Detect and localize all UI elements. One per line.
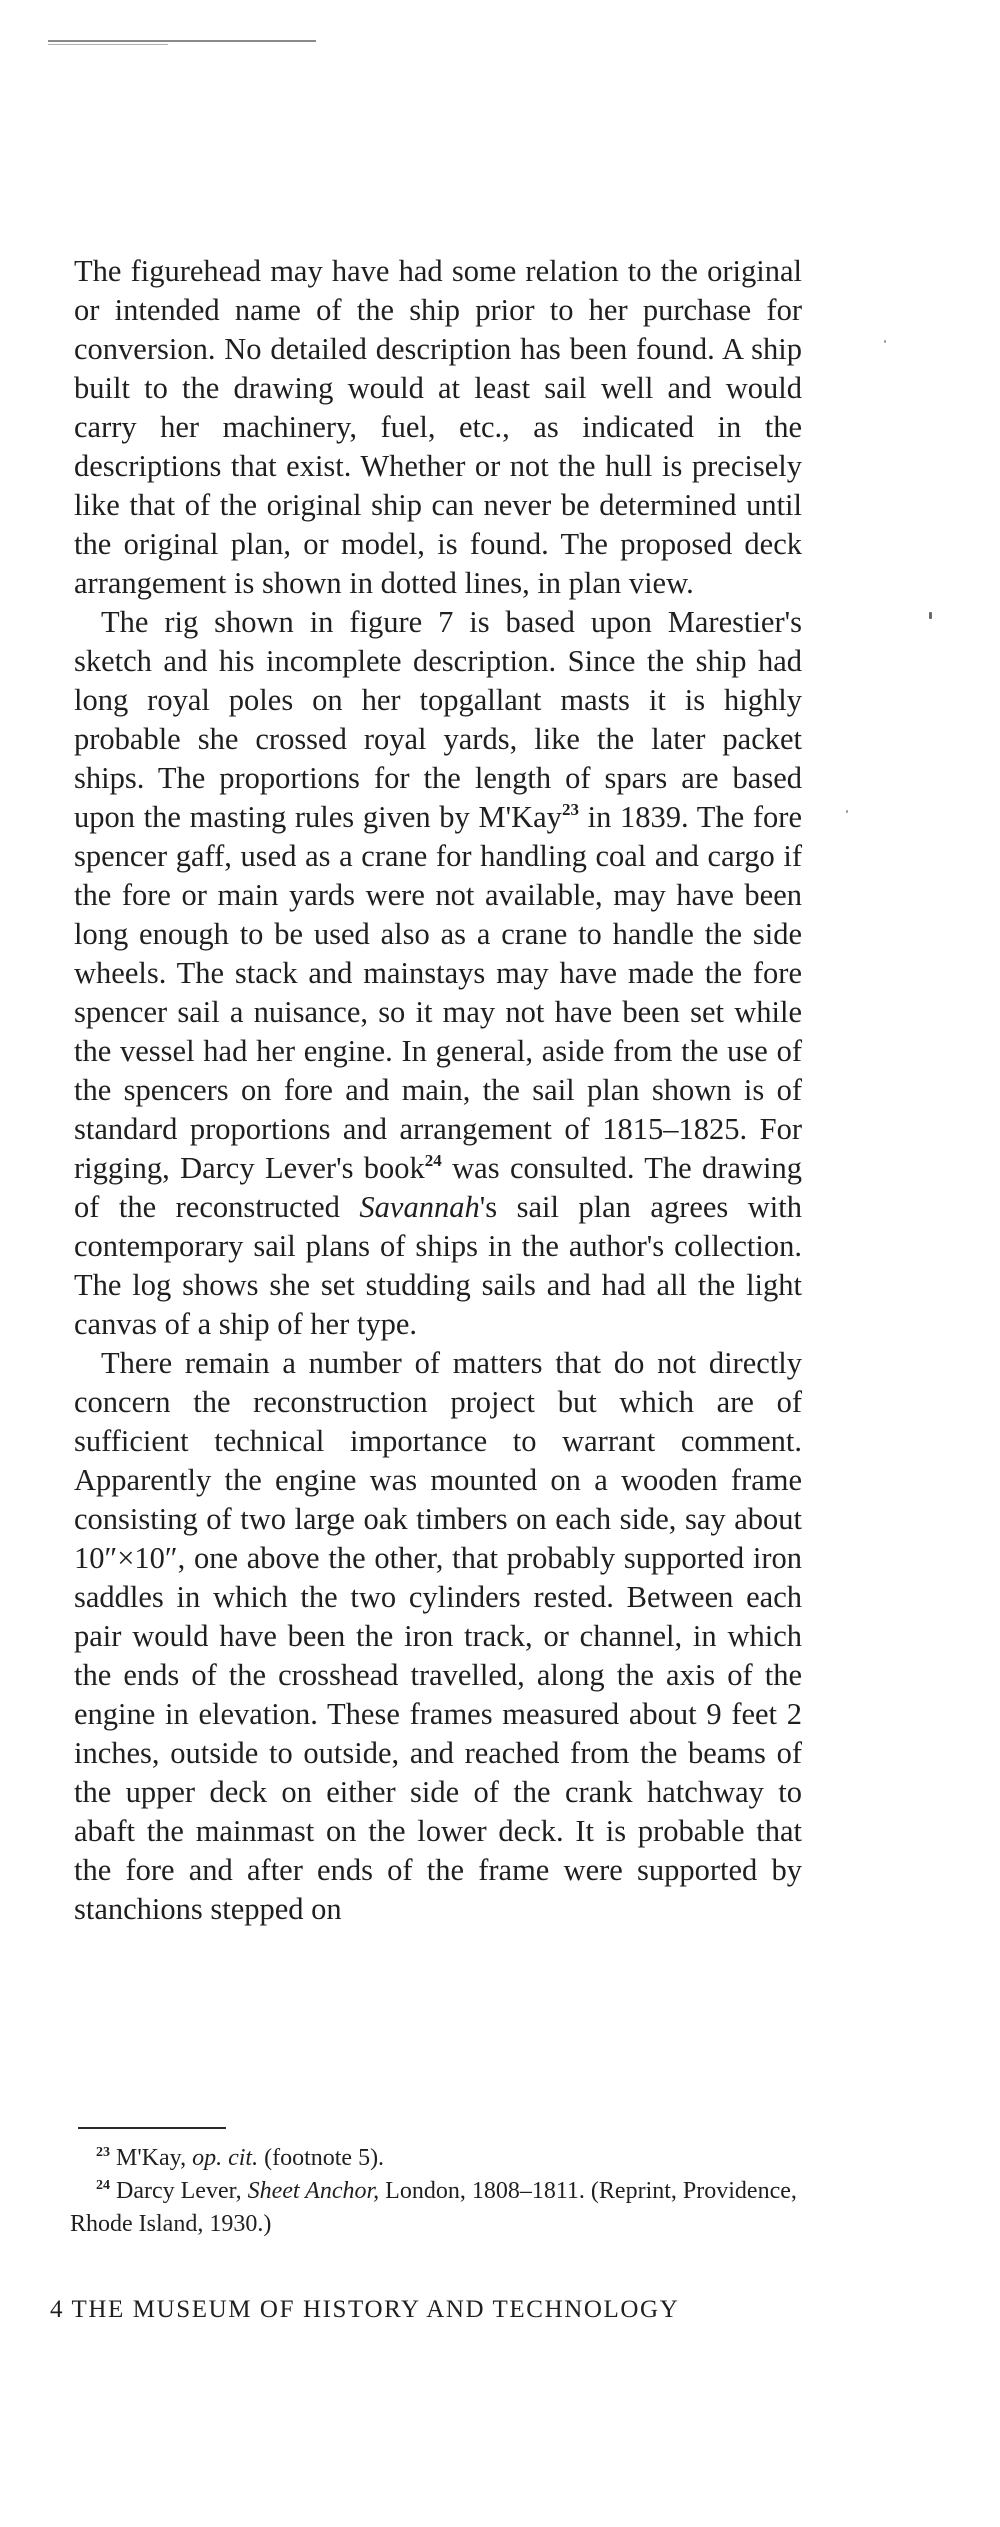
header-rule [48,40,316,42]
footnote-23-italic: op. cit. [192,2145,259,2171]
header-rule-faint [48,44,168,45]
footnote-number-24: 24 [96,2178,110,2193]
paragraph-rig-text-3: was consulted. The drawing of the reconstructed [74,1151,802,1224]
footnote-24-text-b: London, 1808–1811. (Reprint, Providence, Rhode Island, 1930.) [70,2178,797,2237]
footnote-24-text-a: Darcy Lever, [110,2178,248,2204]
footnotes [70,2142,804,2241]
paragraph-rig-text-2: in 1839. The fore spencer gaff, used as a crane for handling coal and cargo if the fore or main yards were not available, may have been long enough to be used also as a crane to handle the side wheels. The stack and mainstays may have made the fore spencer sail a nuisance, so it may not have been set while the vessel had her engine. In general, aside from the use of the spencers on fore and main, the sail plan shown is of standard proportions and arrangement of 1815–1825. For rigging, Darcy Lever's book [74,800,802,1185]
paragraph-rig [74,603,802,1344]
footnote-24 [70,2175,804,2241]
footnote-23 [70,2142,804,2175]
footnote-24-italic: Sheet Anchor, [247,2178,380,2204]
footnote-ref-23: 23 [561,800,579,819]
footnote-ref-24: 24 [424,1151,442,1170]
paragraph-rig-text-1: The rig shown in figure 7 is based upon Marestier's sketch and his incomplete description. Since the ship had long royal poles on her topgallant masts it is highly probable she crossed royal yards, like the later packet ships. The proportions for the length of spars are based upon the masting rules given by M'Kay [74,605,802,834]
footnote-23-text-a: M'Kay, [110,2145,193,2171]
paragraph-figurehead: The figurehead may have had some relation to the original or intended name of the ship prior to her purchase for conversion. No detailed description has been found. A ship built to the drawing would at least sail well and would carry her machinery, fuel, etc., as indicated in the descriptions that exist. Whether or not the hull is precisely like that of the original ship can never be determined until the original plan, or model, is found. The proposed deck arrangement is shown in dotted lines, in plan view. [74,254,802,600]
paragraph-engine: There remain a number of matters that do not directly concern the reconstruction project but which are of sufficient technical importance to warrant comment. Apparently the engine was mounted on a wooden frame consisting of two large oak timbers on each side, say about 10″×10″, one above the other, that probably supported iron saddles in which the two cylinders rested. Between each pair would have been the iron track, or channel, in which the ends of the crosshead travelled, along the axis of the engine in elevation. These frames measured about 9 feet 2 inches, outside to outside, and reached from the beams of the upper deck on either side of the crank hatchway to abaft the mainmast on the lower deck. It is probable that the fore and after ends of the frame were supported by stanchions stepped on [74,1346,802,1926]
scan-speck [929,612,932,619]
paragraph-rig-text-4: 's sail plan agrees with contemporary sail plans of ships in the author's collection. The log shows she set studding sails and had all the light canvas of a ship of her type. [74,1190,803,1341]
ship-name-italic: Savannah [359,1190,480,1224]
body-text [74,252,802,1929]
footnote-23-text-b: (footnote 5). [258,2145,385,2171]
footnote-rule [78,2127,226,2129]
running-footer: 4 THE MUSEUM OF HISTORY AND TECHNOLOGY [50,2296,680,2323]
scan-speck [846,810,848,813]
footnote-number-23: 23 [96,2145,110,2160]
scan-speck [884,340,886,343]
